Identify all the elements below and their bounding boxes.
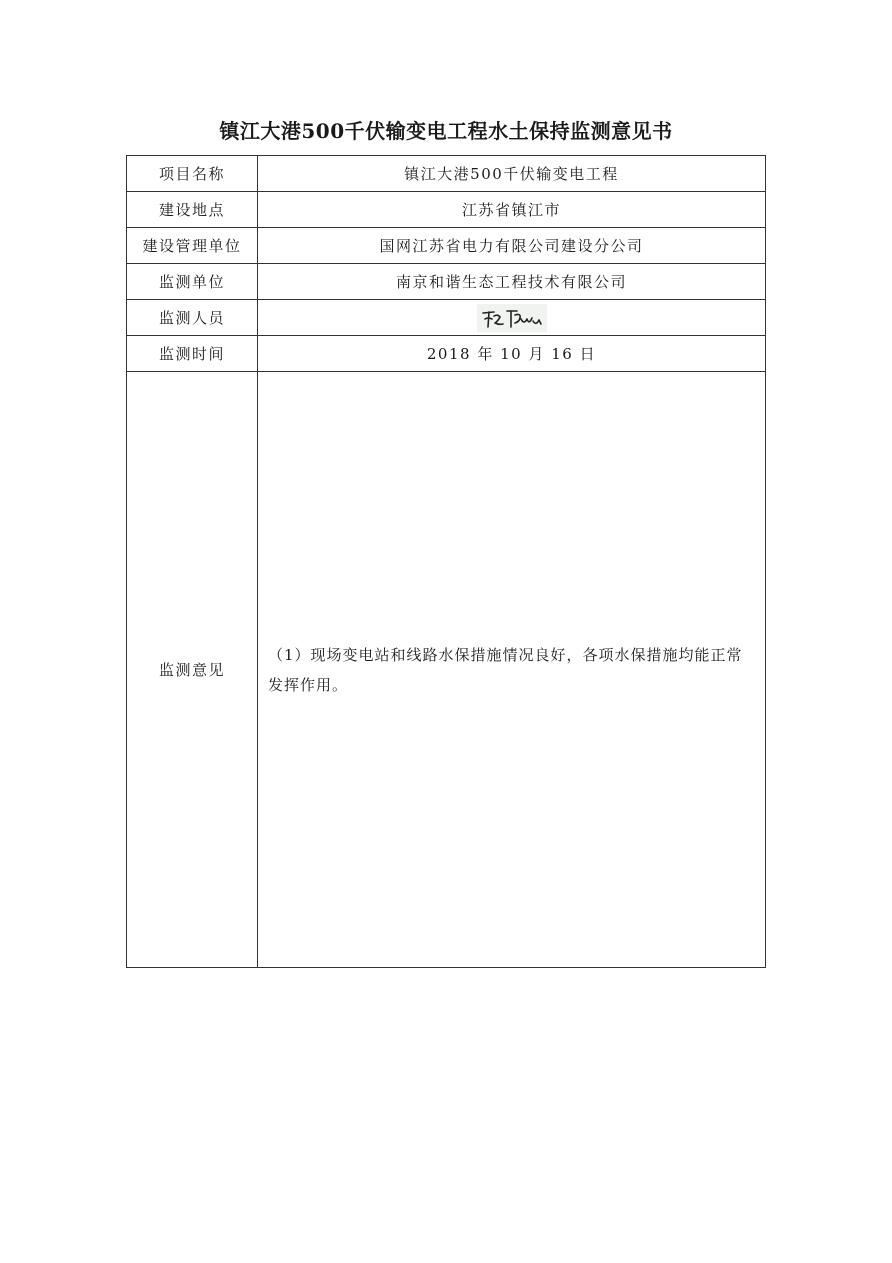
value-management-unit: 国网江苏省电力有限公司建设分公司 — [258, 228, 766, 264]
label-management-unit: 建设管理单位 — [127, 228, 258, 264]
form-row-monitoring-personnel — [127, 300, 766, 336]
value-monitoring-date: 2018 年 10 月 16 日 — [258, 336, 766, 372]
form-row-monitoring-date — [127, 336, 766, 372]
form-row-project-name — [127, 156, 766, 192]
label-monitoring-unit: 监测单位 — [127, 264, 258, 300]
label-monitoring-date: 监测时间 — [127, 336, 258, 372]
value-opinion — [258, 372, 766, 968]
form-row-management-unit — [127, 228, 766, 264]
label-location: 建设地点 — [127, 192, 258, 228]
monitoring-opinion-form — [126, 155, 766, 968]
form-row-monitoring-unit — [127, 264, 766, 300]
opinion-text: （1）现场变电站和线路水保措施情况良好，各项水保措施均能正常发挥作用。 — [268, 645, 743, 694]
label-project-name: 项目名称 — [127, 156, 258, 192]
handwritten-signature-icon — [477, 304, 547, 332]
form-row-opinion — [127, 372, 766, 968]
value-project-name: 镇江大港500千伏输变电工程 — [258, 156, 766, 192]
form-row-location — [127, 192, 766, 228]
value-monitoring-unit: 南京和谐生态工程技术有限公司 — [258, 264, 766, 300]
label-opinion: 监测意见 — [127, 372, 258, 968]
label-monitoring-personnel: 监测人员 — [127, 300, 258, 336]
document-title: 镇江大港500千伏输变电工程水土保持监测意见书 — [219, 119, 673, 143]
value-monitoring-personnel — [258, 300, 766, 336]
value-location: 江苏省镇江市 — [258, 192, 766, 228]
